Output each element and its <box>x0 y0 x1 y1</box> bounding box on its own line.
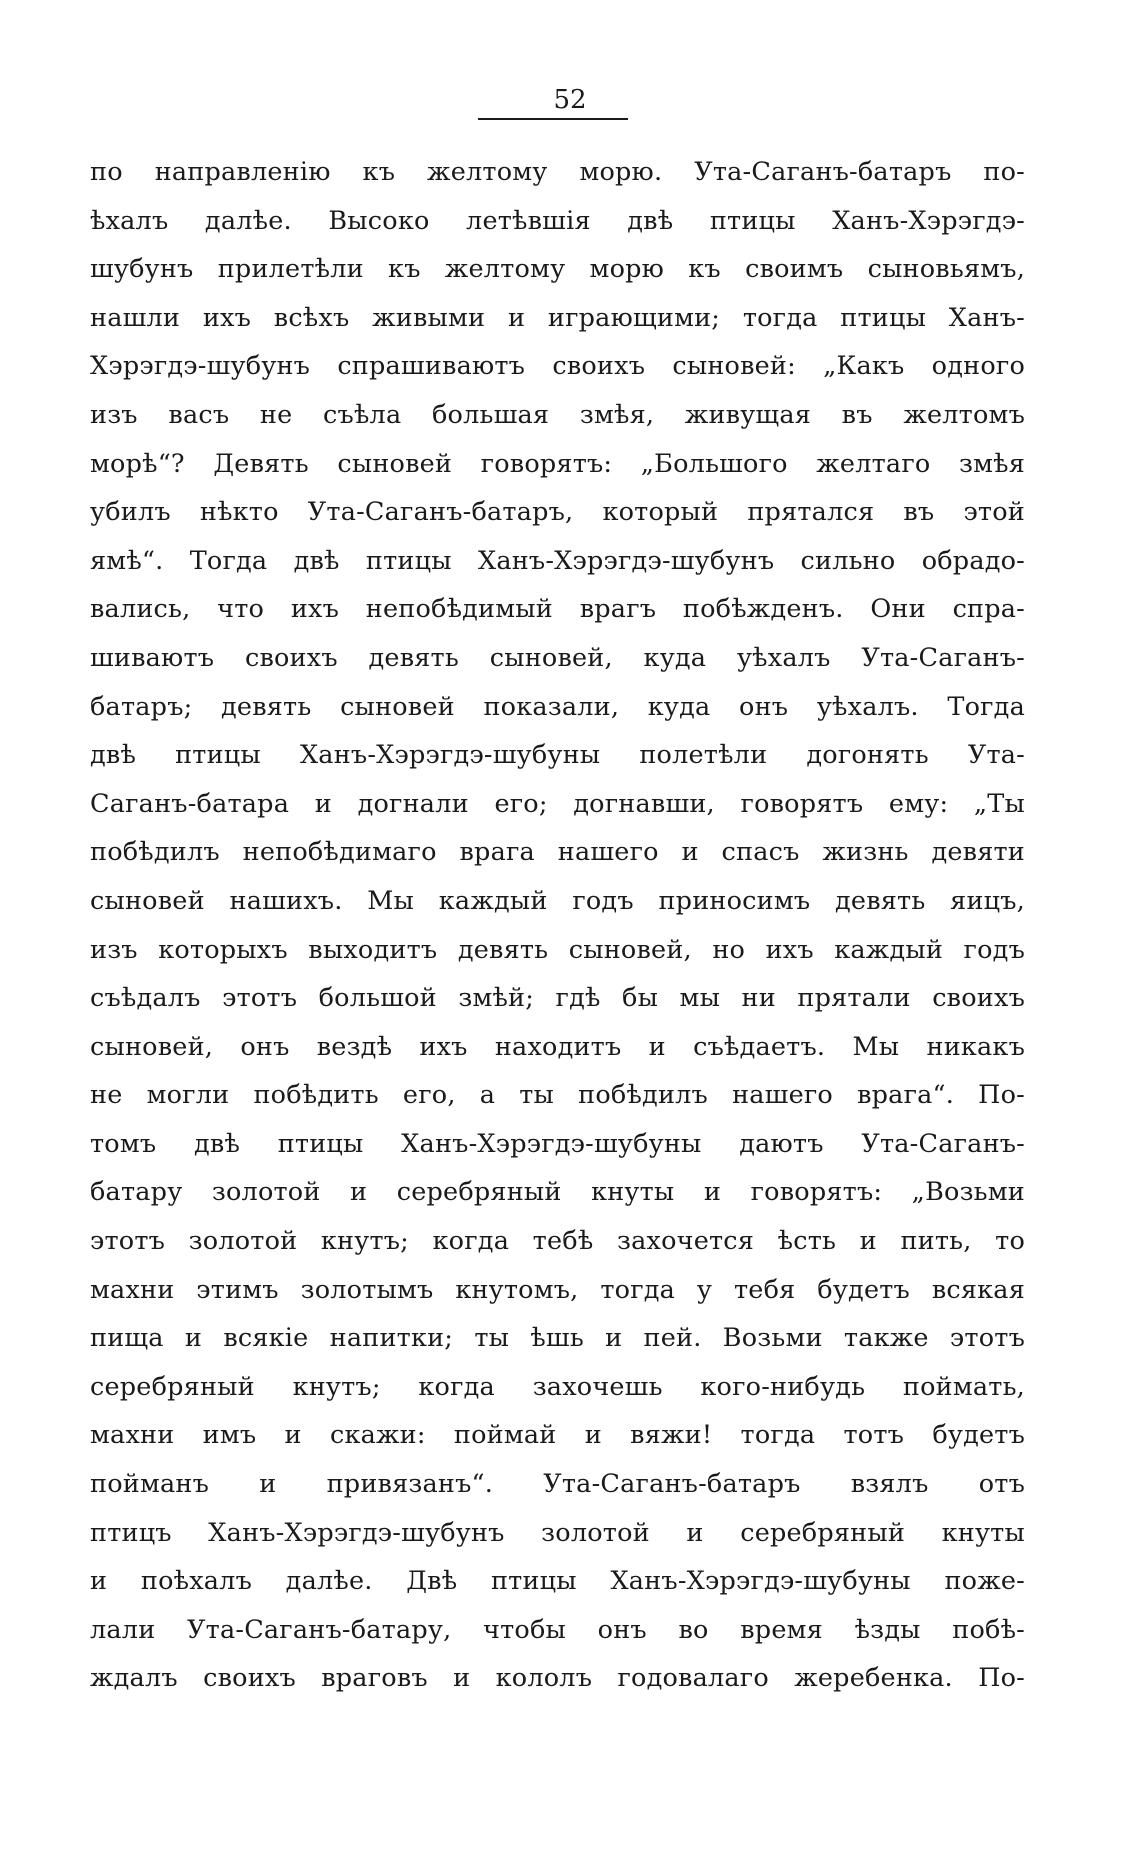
text-line: лали Ута-Саганъ-батару, чтобы онъ во время ѣзды побѣ- <box>90 1614 1025 1645</box>
text-line: вались, что ихъ непобѣдимый врагъ побѣжденъ. Они спра- <box>90 594 1025 625</box>
text-line: двѣ птицы Ханъ-Хэрэгдэ-шубуны полетѣли догонять Ута- <box>90 740 1025 771</box>
text-line: пойманъ и привязанъ“. Ута-Саганъ-батаръ взялъ отъ <box>90 1469 1025 1500</box>
text-line: ямѣ“. Тогда двѣ птицы Ханъ-Хэрэгдэ-шубунъ сильно обрадо- <box>90 545 1025 576</box>
text-line: изъ которыхъ выходитъ девять сыновей, но ихъ каждый годъ <box>90 934 1025 965</box>
body-text <box>90 148 1025 1703</box>
text-line: и поѣхалъ далѣе. Двѣ птицы Ханъ-Хэрэгдэ-шубуны поже- <box>90 1566 1025 1597</box>
text-line: морѣ“? Девять сыновей говорятъ: „Большого желтаго змѣя <box>90 448 1025 479</box>
text-line: птицъ Ханъ-Хэрэгдэ-шубунъ золотой и серебряный кнуты <box>90 1517 1025 1548</box>
text-line: пища и всякіе напитки; ты ѣшь и пей. Возьми также этотъ <box>90 1323 1025 1354</box>
text-line: убилъ нѣкто Ута-Саганъ-батаръ, который прятался въ этой <box>90 497 1025 528</box>
text-line: этотъ золотой кнутъ; когда тебѣ захочется ѣсть и пить, то <box>90 1226 1025 1257</box>
text-line: сыновей нашихъ. Мы каждый годъ приносимъ девять яицъ, <box>90 885 1025 916</box>
text-line: съѣдалъ этотъ большой змѣй; гдѣ бы мы ни прятали своихъ <box>90 983 1025 1014</box>
text-line: махни имъ и скажи: поймай и вяжи! тогда тотъ будетъ <box>90 1420 1025 1451</box>
text-line: ѣхалъ далѣе. Высоко летѣвшія двѣ птицы Ханъ-Хэрэгдэ- <box>90 205 1025 236</box>
text-line: побѣдилъ непобѣдимаго врага нашего и спасъ жизнь девяти <box>90 837 1025 868</box>
text-line: сыновей, онъ вездѣ ихъ находитъ и съѣдаетъ. Мы никакъ <box>90 1031 1025 1062</box>
page-number: 52 <box>553 85 587 115</box>
text-line: шубунъ прилетѣли къ желтому морю къ своимъ сыновьямъ, <box>90 254 1025 285</box>
header-rule <box>478 118 628 120</box>
text-line: изъ васъ не съѣла большая змѣя, живущая въ желтомъ <box>90 399 1025 430</box>
text-line: батару золотой и серебряный кнуты и говорятъ: „Возьми <box>90 1177 1025 1208</box>
text-line: по направленію къ желтому морю. Ута-Саганъ-батаръ по- <box>90 157 1025 187</box>
text-line: Хэрэгдэ-шубунъ спрашиваютъ своихъ сыновей: „Какъ одного <box>90 351 1025 382</box>
text-line: серебряный кнутъ; когда захочешь кого-нибудь поймать, <box>90 1371 1025 1402</box>
text-line: шиваютъ своихъ девять сыновей, куда уѣхалъ Ута-Саганъ- <box>90 642 1025 673</box>
text-line: не могли побѣдить его, а ты побѣдилъ нашего врага“. По- <box>90 1080 1025 1111</box>
text-line: нашли ихъ всѣхъ живыми и играющими; тогда птицы Ханъ- <box>90 302 1025 333</box>
text-line: ждалъ своихъ враговъ и кололъ годовалаго жеребенка. По- <box>90 1663 1025 1694</box>
text-line: батаръ; девять сыновей показали, куда онъ уѣхалъ. Тогда <box>90 691 1025 722</box>
text-line: Саганъ-батара и догнали его; догнавши, говорятъ ему: „Ты <box>90 788 1025 819</box>
text-line: махни этимъ золотымъ кнутомъ, тогда у тебя будетъ всякая <box>90 1274 1025 1305</box>
text-line: томъ двѣ птицы Ханъ-Хэрэгдэ-шубуны даютъ Ута-Саганъ- <box>90 1128 1025 1159</box>
